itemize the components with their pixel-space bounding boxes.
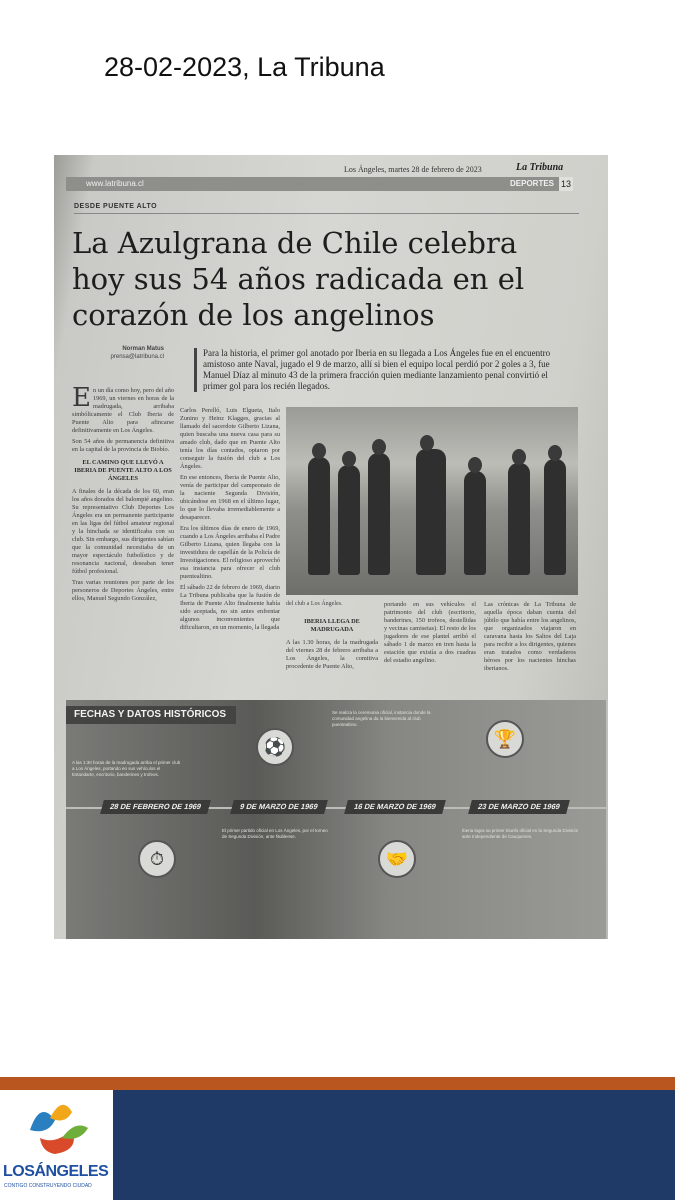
byline-name: Norman Matus (122, 346, 164, 352)
trophy-icon: 🏆 (486, 720, 524, 758)
article-column-4 (384, 601, 476, 693)
subheading: EL CAMINO QUE LLEVÓ A IBERIA DE PUENTE ALTO A LOS ÁNGELES (74, 459, 172, 482)
timeline-date: 9 DE MARZO DE 1969 (230, 800, 327, 814)
person-figure (338, 465, 360, 575)
divider (74, 213, 579, 214)
logo-graphic-icon (0, 1090, 113, 1160)
article-column-5 (484, 601, 576, 693)
person-figure (416, 449, 446, 575)
paragraph: portando en sus vehículos el patrimonio del club (escritorio, banderines, 150 trofeos, destellidas y vecinas camisetas). El resto de los jugadores de ese plantel arribó el sábado 1 de marzo en tren hasta la estación que existía a dos cuadras del estadio angelino. (384, 601, 476, 664)
person-figure (544, 459, 566, 575)
paragraph: En ese entonces, Iberia de Puente Alto, venía de participar del campeonato de la naciente Segunda División, ubicándose en 1968 en el último lugar, lo que lo llevaba irremediablemente a desaparecer. (180, 474, 280, 521)
column-3-start: del club a Los Ángeles. (286, 601, 343, 607)
logo-text: LOSÁNGELES (3, 1163, 109, 1180)
byline (74, 345, 164, 361)
newspaper-dateline: Los Ángeles, martes 28 de febrero de 2023 (344, 165, 482, 174)
infographic (66, 700, 606, 939)
paragraph: Tras varias reuniones por parte de los personeros de Deportes Ángeles, entre ellos, Manuel Segundo González, (72, 579, 174, 602)
logo-tagline: CONTIGO CONSTRUYENDO CIUDAD (4, 1183, 92, 1189)
person-figure (464, 471, 486, 575)
newspaper-url: www.latribuna.cl (86, 179, 144, 188)
infographic-title: FECHAS Y DATOS HISTÓRICOS (66, 706, 236, 724)
paragraph: Era los últimos días de enero de 1969, cuando a Los Ángeles arribaba el Padre Gilberto Lizana, quien llegaba con la investidura de capellán de la Policía de Investigaciones. El religioso aprovechó esa instancia para ofrecer el club puentealtino. (180, 525, 280, 580)
byline-email: prensa@latribuna.cl (110, 354, 164, 360)
article-lede: Para la historia, el primer gol anotado por Iberia en su llegada a Los Ángeles fue en el encuentro amistoso ante Naval, jugado el 9 de marzo, allí si bien el equipo local perdió por 2 goles a 3, fue Manuel Díaz al minuto 43 de la primera fracción quien mediante lanzamiento penal convirtió el primer gol para los recién llegados. (194, 348, 569, 392)
subheading: IBERIA LLEGA DE MADRUGADA (304, 618, 360, 633)
article-column-1 (72, 387, 174, 697)
footer-band (113, 1090, 675, 1200)
timeline-date: 23 DE MARZO DE 1969 (468, 800, 569, 814)
newspaper-logo: La Tribuna (516, 162, 564, 173)
timeline-date: 28 DE FEBRERO DE 1969 (100, 800, 211, 814)
slide-title: 28-02-2023, La Tribuna (104, 52, 385, 82)
handshake-icon: 🤝 (378, 840, 416, 878)
article-headline: La Azulgrana de Chile celebra hoy sus 54 años radicada en el corazón de los angelinos (72, 226, 525, 332)
footer-accent-bar (0, 1077, 675, 1090)
timeline-date: 16 DE MARZO DE 1969 (344, 800, 445, 814)
person-figure (508, 463, 530, 575)
paragraph: Carlos Perelló, Luis Elgueta, Italo Zunino y Heinz Klagges, gracias al llamado del sacerdote Gilberto Lizana, quien buscaba una nueva casa para su amado club, dado que en Puente Alto tenía los días contados, optaron por conseguir la fusión del club a Los Ángeles. (180, 407, 280, 470)
kicker: DESDE PUENTE ALTO (74, 203, 158, 210)
article-column-2 (180, 407, 280, 697)
timeline-note: Se realiza la ceremonia oficial, instancia donde la comunidad angelina da la bienvenida al club puentealtino. (332, 710, 431, 727)
stopwatch-icon: ⏱ (138, 840, 176, 878)
paragraph: A las 1.30 horas, de la madrugada del viernes 28 de febrero arribaba a Los Ángeles, la comitiva procedente de Puente Alto, (286, 639, 378, 670)
paragraph: Son 54 años de permanencia definitiva en la capital de la provincia de Biobío. (72, 438, 174, 453)
page-number: 13 (560, 179, 571, 189)
person-figure (308, 457, 330, 575)
timeline-note: A las 1:30 horas de la madrugada arriba el primer club a Los Ángeles, portando en sus vehículos el Estandarte, escritorio, banderines y trofeos. (72, 760, 181, 777)
soccer-ball-icon: ⚽ (256, 728, 294, 766)
section-name: DEPORTES (510, 179, 555, 188)
paragraph: El sábado 22 de febrero de 1969, diario La Tribuna publicaba que la fusión de Iberia de Puente Alto finalmente había sido aceptada, no sin antes enfrentar algunos inconvenientes que dificultaron, en un momento, la llegada (180, 584, 280, 631)
dropcap: E (72, 387, 91, 413)
person-figure (368, 453, 390, 575)
paragraph: A finales de la década de los 60, eran los años dorados del balompié angelino. Su representativo Club Deportes Los Ángeles era un permanente participante en las ligas del fútbol amateur regional y la hinchada se identificaba con su club. Sin embargo, sus dirigentes sabían que la comunidad necesitaba de un mayor espectáculo futbolístico y de resonancia nacional, deseaban tener fútbol profesional. (72, 488, 174, 575)
team-photo (286, 407, 578, 595)
timeline-note: El primer partido oficial en Los Ángeles, por el torneo de Segunda División, ante Ñublense. (222, 828, 328, 839)
timeline-note: Iberia logra su primer triunfo oficial en la Segunda División ante Independiente de Cauquenes. (462, 828, 579, 839)
paragraph: Las crónicas de La Tribuna de aquella época daban cuenta del júbilo que había entre los angelinos, que organizados viajaron en caravana hasta los Saltos del Laja para recibir a los dirigentes, quienes eran tratados como verdaderos héroes por los nacientes hinchas iberianos. (484, 601, 576, 672)
article-column-3 (286, 613, 378, 693)
paragraph: n un día como hoy, pero del año 1969, un viernes en horas de la madrugada, arribaba simbólicamente el Club Iberia de Puente Alto para afincarse definitivamente en Los Ángeles. (72, 387, 174, 434)
newspaper-clipping (54, 155, 608, 939)
